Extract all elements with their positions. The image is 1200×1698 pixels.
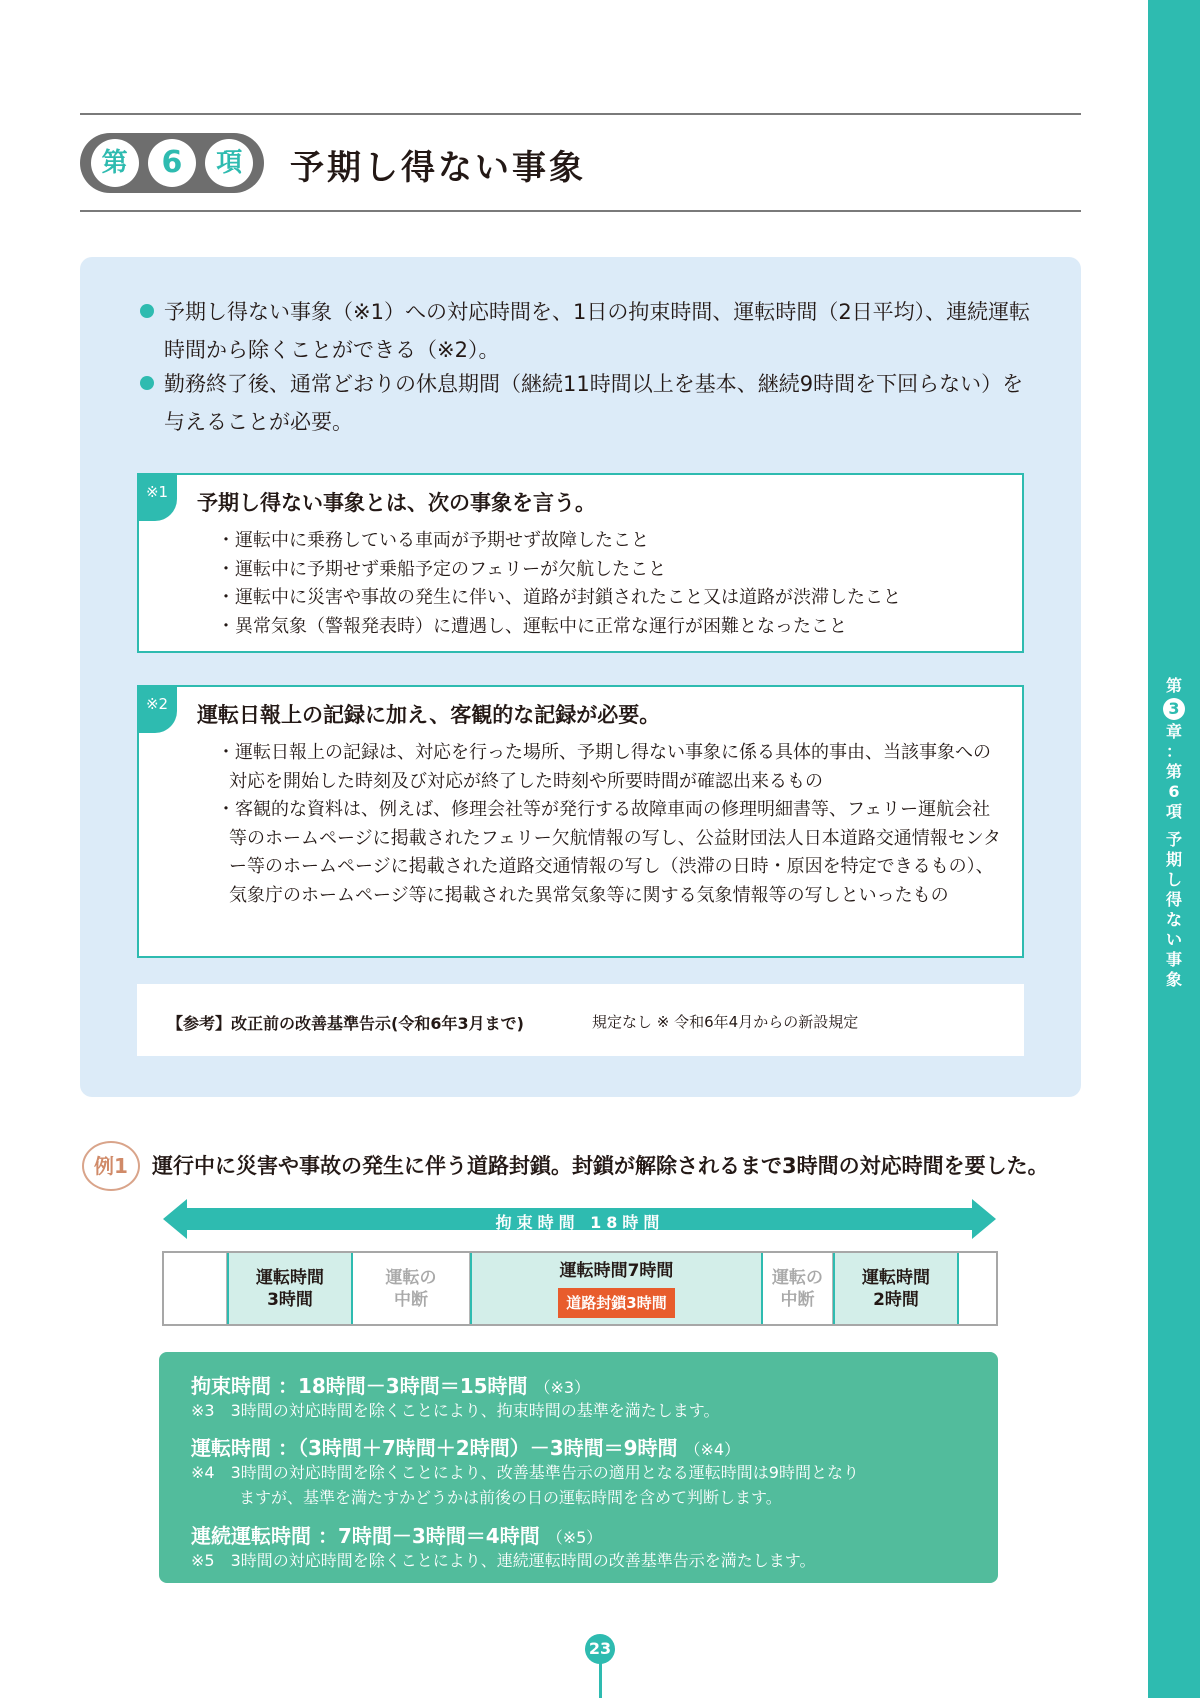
side-char: 第 bbox=[1165, 762, 1182, 781]
calc-formula: 拘束時間 ：18時間－3時間＝15時間 bbox=[191, 1374, 528, 1398]
note-tag: ※2 bbox=[137, 685, 177, 733]
segment-label: 運転時間 bbox=[862, 1267, 930, 1288]
bullet-text: 勤務終了後、通常どおりの休息期間（継続11時間以上を基本、継続9時間を下回らない）を与えることが必要。 bbox=[164, 372, 1024, 434]
calc-ref: （※4） bbox=[684, 1440, 741, 1459]
timeline-segment-blank bbox=[164, 1253, 227, 1324]
note-list bbox=[217, 527, 1007, 641]
segment-label: 運転時間 bbox=[256, 1267, 324, 1288]
note-tag: ※1 bbox=[137, 473, 177, 521]
reference-label: 【参考】改正前の改善基準告示(令和6年3月まで) bbox=[167, 1014, 524, 1033]
calc-note: ※5 3時間の対応時間を除くことにより、連続運転時間の改善基準告示を満たします。 bbox=[191, 1551, 816, 1570]
list-item: ・運転中に乗務している車両が予期せず故障したこと bbox=[217, 530, 649, 551]
side-char: 得 bbox=[1165, 890, 1182, 909]
segment-label: 中断 bbox=[394, 1289, 428, 1310]
bullet-text: 予期し得ない事象（※1）への対応時間を、1日の拘束時間、運転時間（2日平均）、連続運転時間から除くことができる（※2）。 bbox=[164, 300, 1031, 362]
segment-label: 運転の bbox=[385, 1267, 437, 1288]
side-char: 6 bbox=[1168, 782, 1180, 801]
calc-formula: 連続運転時間 ：7時間－3時間＝4時間 bbox=[191, 1524, 540, 1548]
list-item: ・運転日報上の記録は、対応を行った場所、予期し得ない事象に係る具体的事由、当該事象への対応を開始した時刻及び対応が終了した時刻や所要時間が確認出来るもの bbox=[217, 742, 991, 792]
badge-char-dai: 第 bbox=[91, 139, 139, 187]
calc-note: ※3 3時間の対応時間を除くことにより、拘束時間の基準を満たします。 bbox=[191, 1401, 720, 1420]
side-char: 章 bbox=[1165, 722, 1182, 741]
header-top-rule bbox=[80, 113, 1081, 115]
side-char: ： bbox=[1165, 742, 1182, 761]
side-char: 予 bbox=[1165, 830, 1182, 849]
segment-label: 中断 bbox=[780, 1289, 815, 1310]
segment-label: 運転時間7時間 bbox=[559, 1260, 674, 1281]
timeline bbox=[162, 1251, 998, 1326]
side-char: な bbox=[1165, 910, 1182, 929]
list-item: ・異常気象（警報発表時）に遭遇し、運転中に正常な運行が困難となったこと bbox=[217, 615, 847, 637]
calculation-box bbox=[159, 1352, 998, 1583]
timeline-segment-drive bbox=[833, 1253, 959, 1324]
calc-formula: 運転時間 ：（3時間＋7時間＋2時間）－3時間＝9時間 bbox=[191, 1436, 678, 1460]
side-strip bbox=[1148, 0, 1200, 1698]
segment-label: 運転の bbox=[772, 1267, 823, 1288]
side-char: 事 bbox=[1165, 950, 1182, 969]
note-box-1 bbox=[137, 473, 1024, 653]
page-number: 23 bbox=[585, 1634, 615, 1664]
calc-constraint-heading bbox=[191, 1370, 590, 1399]
calc-driving-heading bbox=[191, 1432, 740, 1461]
note-box-2 bbox=[137, 685, 1024, 958]
calc-ref: （※5） bbox=[546, 1528, 603, 1547]
side-char: 象 bbox=[1165, 970, 1182, 989]
timeline-segment-drive bbox=[470, 1253, 763, 1324]
calc-ref: （※3） bbox=[534, 1378, 591, 1397]
badge-number: 6 bbox=[148, 139, 196, 187]
calc-note-line: ますが、基準を満たすかどうかは前後の日の運転時間を含めて判断します。 bbox=[239, 1488, 782, 1507]
side-chapter-prefix: 第 bbox=[1165, 676, 1182, 695]
bullet-item bbox=[140, 293, 1040, 369]
bullet-dot-icon bbox=[140, 376, 154, 390]
page-title: 予期し得ない事象 bbox=[290, 148, 586, 188]
road-closure-label: 道路封鎖3時間 bbox=[558, 1288, 674, 1318]
note-title: 予期し得ない事象とは、次の事象を言う。 bbox=[197, 491, 596, 515]
calc-note-line: ※4 3時間の対応時間を除くことにより、改善基準告示の適用となる運転時間は9時間となり bbox=[191, 1463, 859, 1482]
bullet-item bbox=[140, 365, 1040, 441]
list-item: ・運転中に災害や事故の発生に伴い、道路が封鎖されたこと又は道路が渋滞したこと bbox=[217, 587, 901, 608]
note-title: 運転日報上の記録に加え、客観的な記録が必要。 bbox=[197, 703, 661, 727]
calc-note bbox=[191, 1460, 859, 1510]
reference-text: 規定なし ※ 令和6年4月からの新設規定 bbox=[592, 1013, 859, 1031]
side-char: 項 bbox=[1165, 802, 1182, 821]
side-char: 期 bbox=[1165, 850, 1182, 869]
summary-panel bbox=[80, 257, 1081, 1097]
reference-box bbox=[137, 984, 1024, 1056]
side-char: し bbox=[1165, 870, 1182, 889]
side-chapter-label bbox=[1148, 676, 1200, 990]
example-title: 運行中に災害や事故の発生に伴う道路封鎖。封鎖が解除されるまで3時間の対応時間を要した。 bbox=[152, 1154, 1049, 1178]
side-chapter-number: 3 bbox=[1163, 698, 1185, 720]
badge-char-kou: 項 bbox=[205, 139, 253, 187]
list-item: ・客観的な資料は、例えば、修理会社等が発行する故障車両の修理明細書等、フェリー運航会社等のホームページに掲載されたフェリー欠航情報の写し、公益財団法人日本道路交通情報センター等のホームページに掲載された道路交通情報の写し（渋滞の日時・原因を特定できるもの）、気象庁のホームページ等に掲載された異常気象等に関する気象情報等の写しといったもの bbox=[217, 799, 1002, 906]
header-bottom-rule bbox=[80, 210, 1081, 212]
example-badge: 例1 bbox=[82, 1141, 140, 1191]
timeline-segment-blank bbox=[959, 1253, 996, 1324]
timeline-segment-drive bbox=[227, 1253, 353, 1324]
arrow-label: 拘束時間 18時間 bbox=[495, 1213, 665, 1232]
page-number-line bbox=[599, 1662, 602, 1698]
calc-continuous-heading bbox=[191, 1520, 602, 1549]
side-char: い bbox=[1165, 930, 1182, 949]
list-item: ・運転中に予期せず乗船予定のフェリーが欠航したこと bbox=[217, 558, 667, 580]
segment-value: 2時間 bbox=[873, 1289, 919, 1310]
timeline-segment-break bbox=[763, 1253, 833, 1324]
section-badge bbox=[80, 133, 264, 193]
segment-value: 3時間 bbox=[267, 1289, 313, 1310]
timeline-segment-break bbox=[353, 1253, 470, 1324]
note-list bbox=[217, 739, 1007, 910]
bullet-dot-icon bbox=[140, 304, 154, 318]
